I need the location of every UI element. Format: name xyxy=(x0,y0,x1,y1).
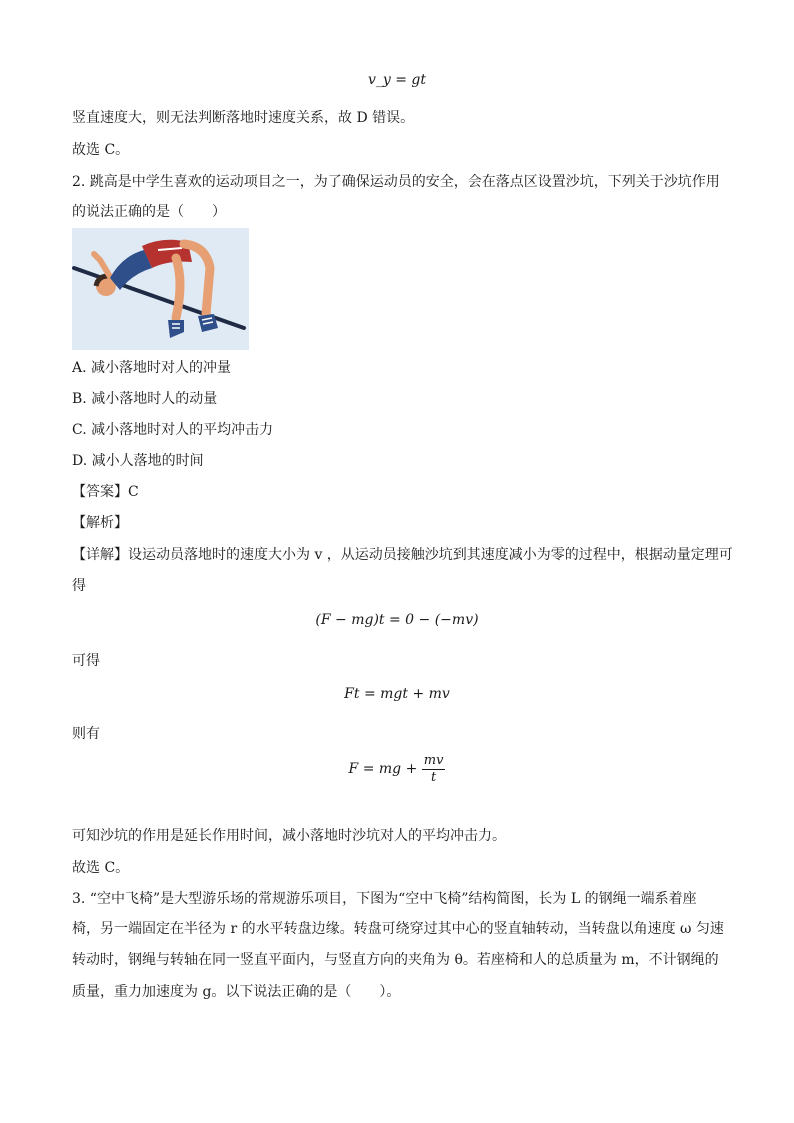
option-d: D. 减小人落地的时间 xyxy=(72,453,204,469)
question-3-line-3: 转动时，钢绳与转轴在同一竖直平面内，与竖直方向的夹角为 θ。若座椅和人的总质量为 m，不计钢绳的 xyxy=(72,952,719,968)
paragraph-d-wrong: 竖直速度大，则无法判断落地时速度关系，故 D 错误。 xyxy=(72,110,415,126)
equation-impulse: (F − mg)t = 0 − (−mv) xyxy=(315,612,479,628)
question-3-line-2: 椅，另一端固定在半径为 r 的水平转盘边缘。转盘可绕穿过其中心的竖直轴转动，当转盘以角速度 ω 匀速 xyxy=(72,921,724,937)
text-kede: 可得 xyxy=(72,653,100,669)
answer-label: 【答案】C xyxy=(72,484,139,500)
question-2-line-2: 的说法正确的是（ ） xyxy=(72,204,226,220)
high-jump-illustration xyxy=(72,228,249,350)
question-3-line-4: 质量，重力加速度为 g。以下说法正确的是（ ）。 xyxy=(72,984,401,1000)
option-b: B. 减小落地时人的动量 xyxy=(72,391,218,407)
choose-c-2: 故选 C。 xyxy=(72,860,130,876)
equation-vy: v_y = gt xyxy=(367,72,427,88)
equation-force-left: F = mg + xyxy=(348,761,418,777)
fraction-denominator: t xyxy=(430,769,437,785)
question-2-line-1: 2. 跳高是中学生喜欢的运动项目之一，为了确保运动员的安全，会在落点区设置沙坑，下列关于沙坑作用 xyxy=(72,174,720,190)
analysis-label: 【解析】 xyxy=(72,515,128,531)
equation-ft: Ft = mgt + mv xyxy=(344,686,450,702)
detail-line-1: 【详解】设运动员落地时的速度大小为 v ，从运动员接触沙坑到其速度减小为零的过程中，根据动量定理可 xyxy=(72,547,733,563)
equation-force-fraction xyxy=(422,753,446,786)
option-c: C. 减小落地时对人的平均冲击力 xyxy=(72,422,274,438)
text-zeyou: 则有 xyxy=(72,726,100,742)
detail-line-2: 得 xyxy=(72,578,86,594)
option-a: A. 减小落地时对人的冲量 xyxy=(72,360,232,376)
question-3-line-1: 3. “空中飞椅”是大型游乐场的常规游乐项目，下图为“空中飞椅”结构简图，长为 L 的钢绳一端系着座 xyxy=(72,891,697,907)
paragraph-choose-c: 故选 C。 xyxy=(72,142,130,158)
equation-force xyxy=(0,752,794,786)
fraction-numerator: mv xyxy=(423,752,444,768)
conclusion: 可知沙坑的作用是延长作用时间，减小落地时沙坑对人的平均冲击力。 xyxy=(72,828,506,844)
